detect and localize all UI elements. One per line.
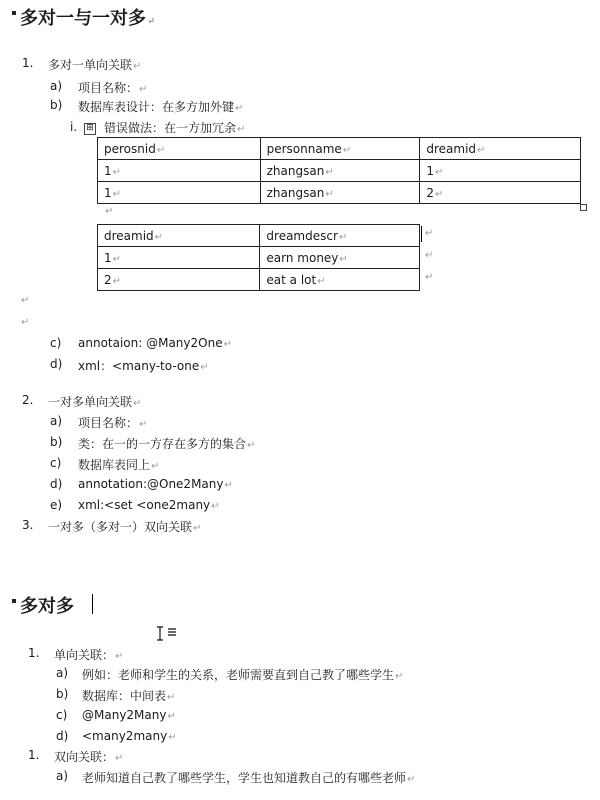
list-letter: a): [50, 414, 63, 428]
paragraph-mark: ↵: [21, 295, 30, 306]
paragraph-mark: ↵: [105, 206, 114, 217]
list-item-text[interactable]: 类：在一的一方存在多方的集合↵: [78, 437, 256, 451]
list-number: 1.: [28, 646, 40, 660]
list-item-text[interactable]: annotation:@One2Many↵: [78, 477, 233, 491]
list-letter: a): [50, 79, 63, 93]
table-row: [98, 160, 581, 182]
list-letter: e): [50, 498, 63, 512]
list-item-text[interactable]: xml：<many-to-one↵: [78, 359, 209, 373]
text-cursor: [421, 226, 422, 242]
list-number: 1.: [22, 56, 34, 70]
table-header-row: [98, 225, 420, 247]
list-item-text[interactable]: 数据库表同上↵: [78, 458, 160, 472]
table-cell[interactable]: personname↵: [260, 138, 420, 160]
heading-bullet: [12, 599, 16, 603]
table-row: [98, 269, 420, 291]
list-letter: d): [50, 477, 63, 491]
list-number: 3.: [22, 518, 34, 532]
list-item[interactable]: [22, 56, 33, 70]
section-heading-1[interactable]: [12, 4, 155, 30]
list-roman: i.: [70, 120, 78, 134]
section-heading-2[interactable]: [12, 592, 74, 618]
list-number: 1.: [28, 748, 40, 762]
table-persons[interactable]: [97, 137, 581, 204]
list-letter: a): [56, 666, 69, 680]
list-item-text[interactable]: 一对多单向关联↵: [48, 395, 142, 409]
table-row: [98, 247, 420, 269]
heading-bullet: [12, 11, 16, 15]
list-item-text[interactable]: 多对一单向关联↵: [48, 58, 142, 72]
list-item-text[interactable]: @Many2Many↵: [82, 708, 176, 722]
table-cell[interactable]: dreamdescr↵: [260, 225, 420, 247]
table-header-row: [98, 138, 581, 160]
list-letter: c): [50, 456, 62, 470]
list-item-text[interactable]: annotaion: @Many2One↵: [78, 336, 232, 350]
table-cell[interactable]: 1↵: [98, 160, 261, 182]
list-letter: c): [56, 708, 68, 722]
table-cell[interactable]: dreamid↵: [98, 225, 260, 247]
list-item-text[interactable]: 双向关联：↵: [54, 750, 124, 764]
table-resize-handle[interactable]: [580, 204, 587, 211]
list-letter: a): [56, 769, 69, 783]
table-cell[interactable]: zhangsan↵: [260, 160, 420, 182]
list-item-text[interactable]: xml:<set <one2many↵: [78, 498, 220, 512]
table-dreams[interactable]: [97, 224, 420, 291]
table-cell[interactable]: 1↵: [420, 160, 581, 182]
table-cell[interactable]: dreamid↵: [420, 138, 581, 160]
list-item-text[interactable]: 数据库表设计：在多方加外键↵: [78, 100, 244, 114]
table-cell[interactable]: 1↵: [98, 182, 261, 204]
list-item-text[interactable]: <many2many↵: [82, 729, 177, 743]
list-item-text[interactable]: 例如：老师和学生的关系，老师需要直到自己教了哪些学生↵: [82, 668, 404, 682]
table-cell[interactable]: zhangsan↵: [260, 182, 420, 204]
paragraph-mark: ↵: [21, 317, 30, 328]
list-letter: c): [50, 336, 62, 350]
paragraph-mark: ↵: [147, 16, 156, 27]
heading-text: 多对一与一对多: [20, 8, 146, 29]
heading-text: 多对多: [20, 596, 74, 617]
list-item-text[interactable]: 一对多（多对一）双向关联↵: [48, 520, 202, 534]
text-cursor: [92, 594, 93, 614]
paragraph-mark: ↵: [425, 250, 434, 261]
paragraph-mark: ↵: [425, 272, 434, 283]
list-letter: d): [50, 357, 63, 371]
table-cell[interactable]: 1↵: [98, 247, 260, 269]
paragraph-mark: ↵: [425, 228, 434, 239]
table-cell[interactable]: perosnid↵: [98, 138, 261, 160]
list-item-text[interactable]: 数据库：中间表↵: [82, 689, 176, 703]
table-move-anchor-icon[interactable]: ⊞: [84, 123, 96, 135]
list-letter: d): [56, 729, 69, 743]
list-item-text[interactable]: 单向关联：↵: [54, 648, 124, 662]
table-cell[interactable]: 2↵: [420, 182, 581, 204]
table-row: [98, 182, 581, 204]
list-item-text[interactable]: 项目名称：↵: [78, 416, 148, 430]
list-letter: b): [50, 435, 63, 449]
list-letter: b): [56, 687, 69, 701]
list-letter: b): [50, 98, 63, 112]
mouse-ibeam-cursor-icon: [156, 626, 180, 645]
list-item-text[interactable]: 错误做法：在一方加冗余↵: [104, 121, 246, 135]
list-number: 2.: [22, 393, 34, 407]
list-item-text[interactable]: 项目名称：↵: [78, 81, 148, 95]
table-cell[interactable]: earn money↵: [260, 247, 420, 269]
list-item-text[interactable]: 老师知道自己教了哪些学生，学生也知道教自己的有哪些老师↵: [82, 771, 416, 785]
table-cell[interactable]: 2↵: [98, 269, 260, 291]
table-cell[interactable]: eat a lot↵: [260, 269, 420, 291]
